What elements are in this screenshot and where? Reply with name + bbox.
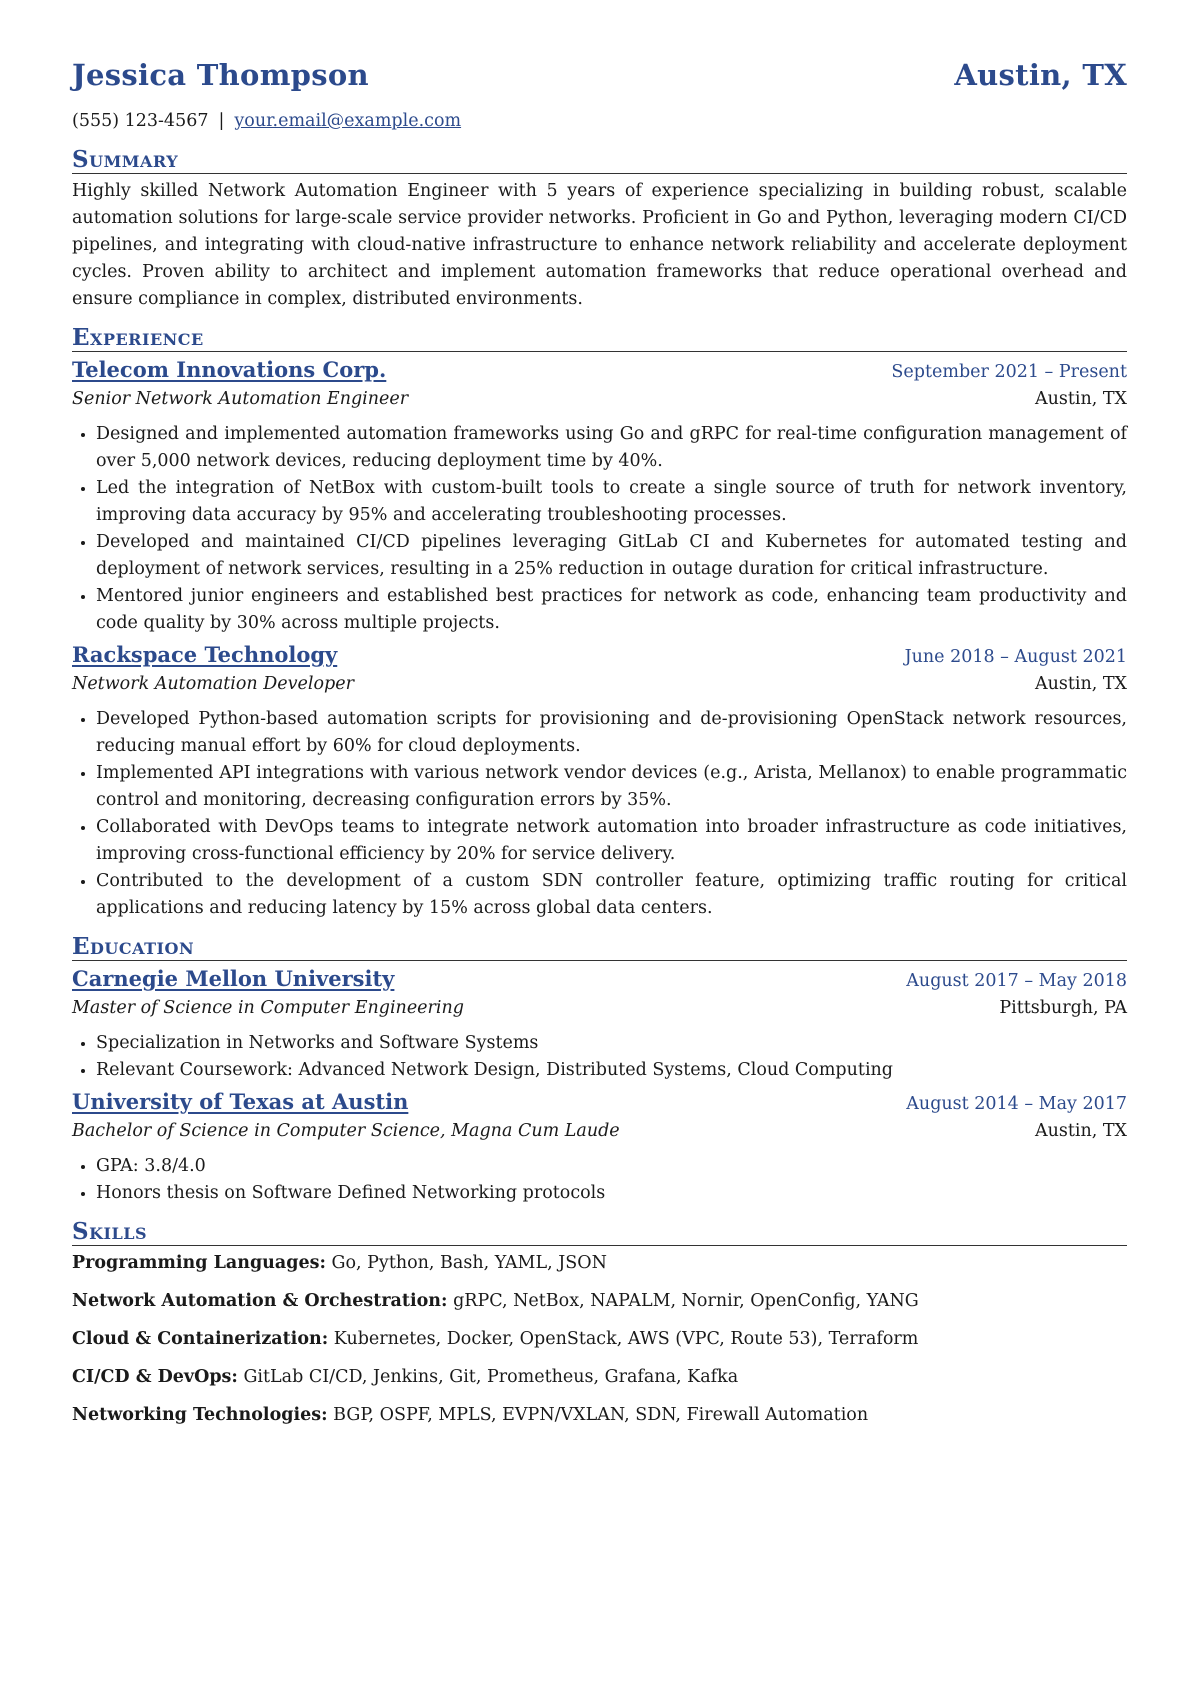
education-heading: Education [72, 934, 1127, 961]
achievement-item: • Collaborated with DevOps teams to integrate network automation into broader infrastructure as code initiatives, improving cross-functional efficiency by 20% for service delivery. [96, 814, 1127, 868]
employment-dates: June 2018 – August 2021 [904, 647, 1127, 667]
education-entry [72, 1088, 1127, 1207]
contact-separator: | [218, 111, 225, 131]
achievement-item: • Led the integration of NetBox with custom-built tools to create a single source of truth for network inventory, improving data accuracy by 95% and accelerating troubleshooting processes. [96, 475, 1127, 529]
degree: Bachelor of Science in Computer Science, Magna Cum Laude [72, 1121, 620, 1141]
school-name[interactable]: Carnegie Mellon University [72, 966, 395, 991]
achievement-item: • Developed Python-based automation scripts for provisioning and de-provisioning OpenStack network resources, reducing manual effort by 60% for cloud deployments. [96, 706, 1127, 760]
education-detail-item: • Honors thesis on Software Defined Networking protocols [96, 1180, 1127, 1207]
study-dates: August 2017 – May 2018 [906, 971, 1127, 991]
job-location: Austin, TX [1034, 389, 1127, 409]
company-name[interactable]: Rackspace Technology [72, 642, 338, 667]
achievement-item: • Mentored junior engineers and established best practices for network as code, enhancing team productivity and code quality by 30% across multiple projects. [96, 583, 1127, 637]
candidate-name: Jessica Thompson [72, 58, 369, 92]
achievement-list [72, 421, 1127, 637]
experience-entry [72, 356, 1127, 637]
resume-header [72, 58, 1127, 104]
education-detail-item: • Relevant Coursework: Advanced Network Design, Distributed Systems, Cloud Computing [96, 1057, 1127, 1084]
skill-values: Kubernetes, Docker, OpenStack, AWS (VPC, Route 53), Terraform [333, 1329, 919, 1349]
education-entry [72, 965, 1127, 1084]
education-details [72, 1153, 1127, 1207]
school-location: Austin, TX [1034, 1121, 1127, 1141]
email-link[interactable]: your.email@example.com [234, 111, 462, 131]
degree: Master of Science in Computer Engineering [72, 998, 464, 1018]
employment-dates: September 2021 – Present [891, 362, 1127, 382]
candidate-city: Austin, TX [954, 58, 1127, 92]
contact-line [72, 108, 1127, 135]
skill-row [72, 1326, 1127, 1353]
summary-heading: Summary [72, 147, 1127, 174]
skill-values: gRPC, NetBox, NAPALM, Nornir, OpenConfig, YANG [453, 1291, 919, 1311]
skill-category: CI/CD & DevOps: [72, 1367, 238, 1387]
skill-values: Go, Python, Bash, YAML, JSON [331, 1253, 607, 1273]
achievement-item: • Implemented API integrations with various network vendor devices (e.g., Arista, Mellanox) to enable programmatic control and monitoring, decreasing configuration errors by 35%. [96, 760, 1127, 814]
phone-number: (555) 123-4567 [72, 111, 209, 131]
skill-values: BGP, OSPF, MPLS, EVPN/VXLAN, SDN, Firewall Automation [333, 1405, 869, 1425]
skill-values: GitLab CI/CD, Jenkins, Git, Prometheus, Grafana, Kafka [243, 1367, 739, 1387]
job-title: Network Automation Developer [72, 674, 354, 694]
skills-heading: Skills [72, 1219, 1127, 1246]
skill-category: Programming Languages: [72, 1253, 326, 1273]
experience-entry [72, 641, 1127, 922]
school-location: Pittsburgh, PA [999, 998, 1127, 1018]
skill-row [72, 1402, 1127, 1429]
job-location: Austin, TX [1034, 674, 1127, 694]
skill-category: Network Automation & Orchestration: [72, 1291, 448, 1311]
education-detail-item: • Specialization in Networks and Software Systems [96, 1030, 1127, 1057]
skill-category: Cloud & Containerization: [72, 1329, 329, 1349]
job-title: Senior Network Automation Engineer [72, 389, 409, 409]
achievement-item: • Contributed to the development of a custom SDN controller feature, optimizing traffic routing for critical applications and reducing latency by 15% across global data centers. [96, 868, 1127, 922]
education-list [72, 965, 1127, 1207]
skill-row [72, 1288, 1127, 1315]
study-dates: August 2014 – May 2017 [906, 1094, 1127, 1114]
skill-category: Networking Technologies: [72, 1405, 328, 1425]
skill-row [72, 1364, 1127, 1391]
experience-list [72, 356, 1127, 922]
education-details [72, 1030, 1127, 1084]
skill-row [72, 1250, 1127, 1277]
achievement-item: • Designed and implemented automation frameworks using Go and gRPC for real-time configuration management of over 5,000 network devices, reducing deployment time by 40%. [96, 421, 1127, 475]
school-name[interactable]: University of Texas at Austin [72, 1089, 409, 1114]
achievement-list [72, 706, 1127, 922]
skills-list [72, 1250, 1127, 1429]
company-name[interactable]: Telecom Innovations Corp. [72, 357, 387, 382]
achievement-item: • Developed and maintained CI/CD pipelines leveraging GitLab CI and Kubernetes for automated testing and deployment of network services, resulting in a 25% reduction in outage duration for critical infrastructure. [96, 529, 1127, 583]
experience-heading: Experience [72, 325, 1127, 352]
summary-text: Highly skilled Network Automation Engineer with 5 years of experience specializing in building robust, scalable automation solutions for large-scale service provider networks. Proficient in Go and Python, leveraging modern CI/CD pipelines, and integrating with cloud-native infrastructure to enhance network reliability and accelerate deployment cycles. Proven ability to architect and implement automation frameworks that reduce operational overhead and ensure compliance in complex, distributed environments. [72, 181, 1127, 309]
education-detail-item: • GPA: 3.8/4.0 [96, 1153, 1127, 1180]
